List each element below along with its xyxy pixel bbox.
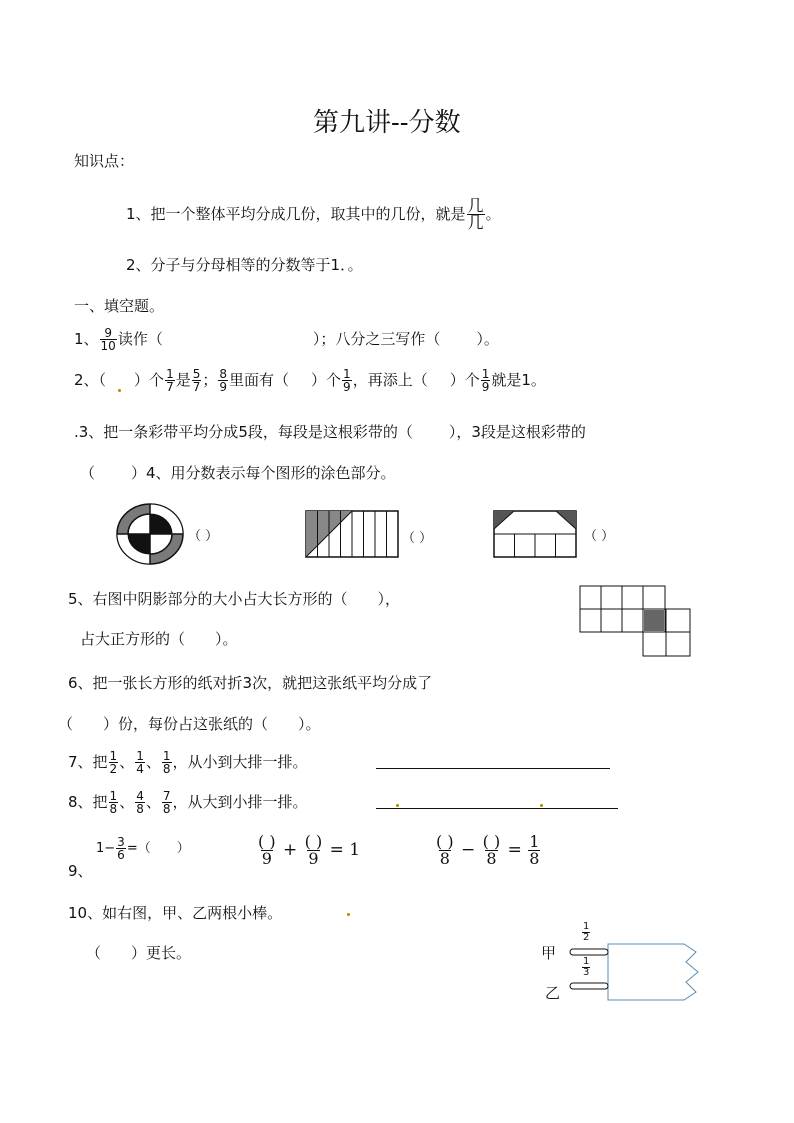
fraction: $\frac{1}{9}$ — [343, 367, 351, 394]
question-2: 2、（ ）个 $\frac{1}{7}$ 是 $\frac{5}{7}$ ； $\frac{8}{9}$ 里面有（ ）个 $\frac{1}{9}$ ，再添上（ ）个 $\frac{1}{9}$ 就是1。 — [74, 367, 546, 394]
bar-figure — [306, 511, 398, 557]
question-6-line-1: 6、把一张长方形的纸对折3次，就把这张纸平均分成了 — [68, 674, 433, 692]
sticks-figure — [566, 942, 706, 1002]
knowledge-heading: 知识点： — [74, 152, 135, 170]
question-1: 1、 $\frac{9}{10}$ 读作（ ）；八分之三写作（ ）。 — [74, 326, 499, 353]
fraction-ji-ji: $\frac{\text{几}}{\text{几}}$ — [467, 196, 484, 232]
fraction: $\frac{1}{2}$ — [109, 749, 118, 776]
answer-line-q8[interactable] — [376, 808, 618, 809]
answer-paren-1[interactable]: （ ） — [188, 529, 219, 544]
fraction: $\frac{5}{7}$ — [192, 367, 201, 394]
answer-paren-2[interactable]: （ ） — [402, 531, 433, 546]
question-9-number: 9、 — [68, 862, 93, 880]
mark-dot — [396, 804, 399, 807]
question-7: 7、把 $\frac{1}{2}$ 、 $\frac{1}{4}$ 、 $\frac{1}{8}$ ，从小到大排一排。 — [68, 749, 308, 776]
question-10-line-1: 10、如右图，甲、乙两根小棒。 — [68, 904, 283, 922]
fraction-jia: $\frac{1}{2}$ — [583, 921, 590, 943]
fraction: $\frac{7}{8}$ — [162, 789, 171, 816]
fraction: $\frac{( )}{9}$ — [304, 832, 323, 868]
question-8: 8、把 $\frac{1}{8}$ 、 $\frac{4}{8}$ 、 $\frac{7}{8}$ ，从大到小排一排。 — [68, 789, 308, 816]
fraction: $\frac{( )}{9}$ — [258, 832, 276, 868]
fraction: $\frac{3}{6}$ — [117, 835, 125, 862]
label-jia: 甲 — [541, 944, 557, 962]
mark-dot — [347, 913, 350, 916]
question-3-line-1: .3、把一条彩带平均分成5段，每段是这根彩带的（ ），3段是这根彩带的 — [74, 423, 586, 441]
question-6-line-2: （ ）份，每份占这张纸的（ ）。 — [58, 715, 321, 733]
answer-line-q7[interactable] — [376, 768, 610, 769]
question-9-expression: 1− $\frac{3}{6}$ =（ ） — [96, 835, 190, 862]
fraction: $\frac{4}{8}$ — [136, 789, 144, 816]
mark-dot — [118, 389, 121, 392]
mark-dot — [540, 804, 543, 807]
question-5-line-2: 占大正方形的（ ）。 — [80, 630, 238, 648]
question-5-line-1: 5、右图中阴影部分的大小占大长方形的（ ）， — [68, 590, 401, 608]
fraction: $\frac{1}{7}$ — [166, 367, 174, 394]
equation-1: $\frac{( )}{9}$ + $\frac{( )}{9}$ = 1 — [258, 832, 361, 868]
fraction: $\frac{8}{9}$ — [219, 367, 228, 394]
knowledge-point-1: 1、把一个整体平均分成几份，取其中的几份，就是 $\frac{\text{几}}{\text{几}}$ 。 — [126, 196, 501, 232]
house-figure — [494, 511, 576, 557]
fraction: $\frac{1}{9}$ — [481, 367, 490, 394]
fraction: $\frac{( )}{8}$ — [482, 832, 501, 868]
fraction: $\frac{( )}{8}$ — [436, 832, 454, 868]
equation-2: $\frac{( )}{8}$ − $\frac{( )}{8}$ = $\frac{1}{8}$ — [436, 832, 540, 868]
fraction-yi: $\frac{1}{3}$ — [583, 956, 590, 978]
page-title: 第九讲--分数 — [313, 108, 461, 138]
section-heading: 一、填空题。 — [74, 297, 165, 315]
fraction: $\frac{1}{8}$ — [529, 832, 540, 868]
answer-paren-3[interactable]: （ ） — [584, 529, 615, 544]
grid-figure — [580, 586, 694, 658]
question-10-line-2: （ ）更长。 — [86, 944, 192, 962]
fraction: $\frac{1}{4}$ — [136, 749, 144, 776]
fraction: $\frac{1}{8}$ — [109, 789, 118, 816]
question-3-line-2: （ ）4、用分数表示每个图形的涂色部分。 — [80, 464, 396, 482]
fraction: $\frac{9}{10}$ — [100, 326, 116, 353]
fraction: $\frac{1}{8}$ — [162, 749, 171, 776]
label-yi: 乙 — [545, 984, 561, 1002]
circle-figure — [116, 503, 186, 565]
knowledge-point-2: 2、分子与分母相等的分数等于1．。 — [126, 256, 363, 274]
